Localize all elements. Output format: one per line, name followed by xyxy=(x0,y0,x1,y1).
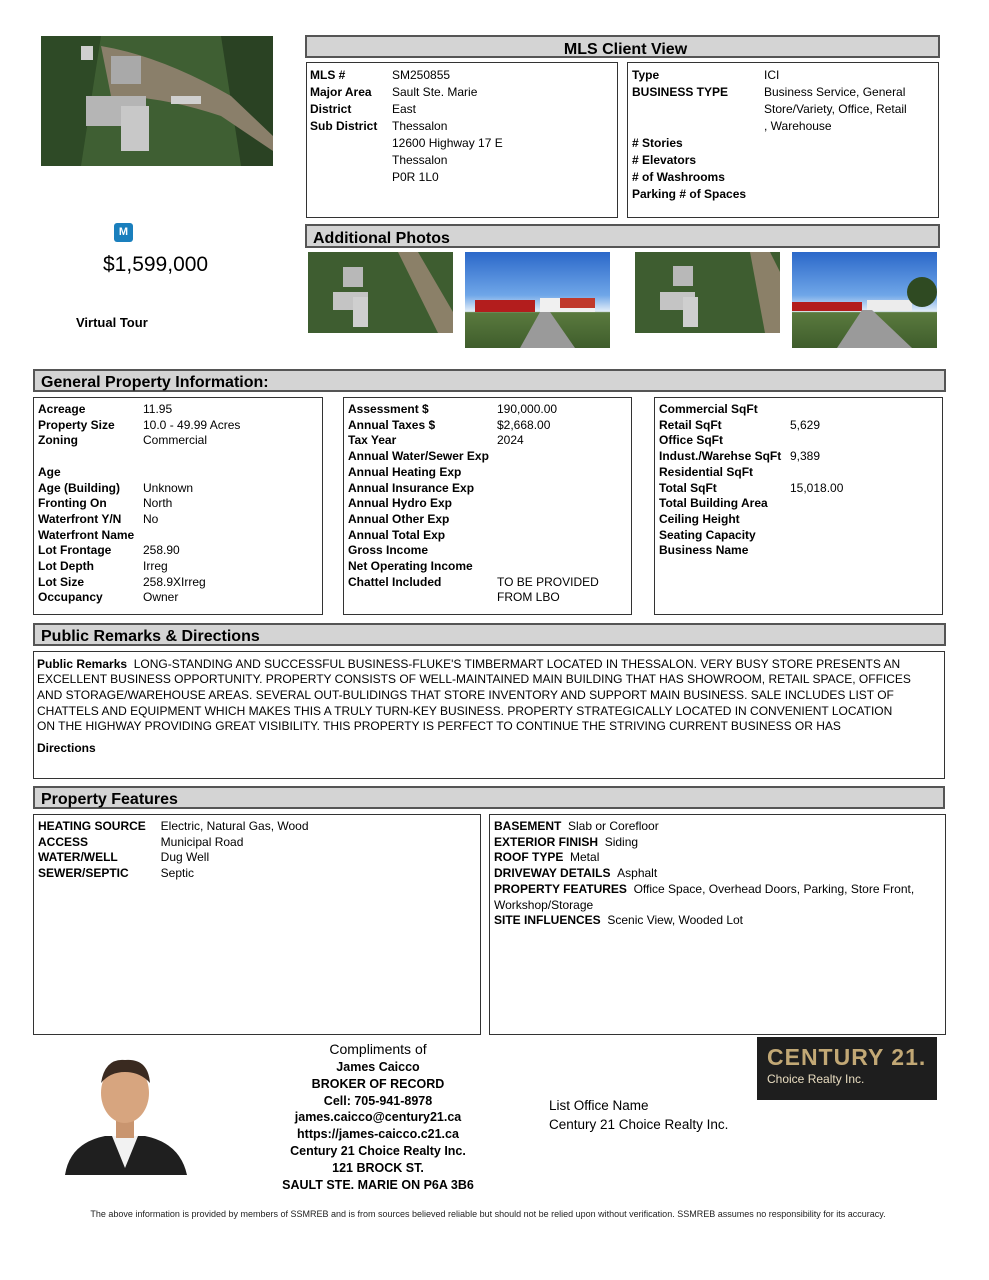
general-field-value: Commercial xyxy=(143,433,208,448)
listing-field-label: Sub District xyxy=(310,119,378,133)
expense-field-value: $2,668.00 xyxy=(497,417,551,432)
feature-left-row xyxy=(38,850,209,865)
sqft-field-label: Residential SqFt xyxy=(659,464,754,479)
feature-right-row xyxy=(494,850,599,865)
feature-right-label: SITE INFLUENCES xyxy=(494,913,601,928)
disclaimer-footer: The above information is provided by members of SSMREB and is from sources believed reliable but should not be relied upon without verification. SSMREB assumes no responsibility for its accuracy. xyxy=(90,1209,886,1219)
listing-field-value: Thessalon xyxy=(392,153,448,167)
general-col-2 xyxy=(343,397,632,615)
feature-left-label: HEATING SOURCE xyxy=(38,819,146,833)
additional-photos-title: Additional Photos xyxy=(313,230,450,247)
feature-right-label: PROPERTY FEATURES xyxy=(494,881,627,896)
feature-right-row xyxy=(494,866,657,881)
list-office-name: Century 21 Choice Realty Inc. xyxy=(549,1117,729,1132)
general-field-label: Occupancy xyxy=(38,590,103,605)
general-field-label: Age (Building) xyxy=(38,480,120,495)
listing-field-label: Major Area xyxy=(310,85,372,99)
agent-contact-line: James Caicco xyxy=(336,1060,420,1074)
list-office-label: List Office Name xyxy=(549,1098,649,1113)
general-col-3 xyxy=(654,397,943,615)
features-title: Property Features xyxy=(41,791,178,808)
listing-details-right xyxy=(627,62,939,218)
aerial-photo-graphic xyxy=(41,36,273,166)
feature-left-row xyxy=(38,819,309,834)
type-value: ICI xyxy=(764,68,780,82)
feature-left-label: WATER/WELL xyxy=(38,850,118,865)
sqft-field-label: Indust./Warehse SqFt xyxy=(659,449,782,464)
features-right-box xyxy=(489,814,946,1035)
general-field-label: Fronting On xyxy=(38,496,107,511)
feature-right-value: Slab or Corefloor xyxy=(568,819,659,833)
additional-photo-1[interactable] xyxy=(308,252,453,333)
feature-right-value: Siding xyxy=(604,834,639,849)
additional-photo-2[interactable] xyxy=(465,252,610,348)
listing-field-value: P0R 1L0 xyxy=(392,170,439,184)
listing-field-label: District xyxy=(310,102,352,116)
feature-left-label: SEWER/SEPTIC xyxy=(38,866,129,881)
remarks-title: Public Remarks & Directions xyxy=(41,628,260,645)
general-field-label: Lot Frontage xyxy=(38,543,112,558)
sqft-field-label: Retail SqFt xyxy=(659,417,722,432)
stories-label: # Stories xyxy=(632,136,683,150)
sqft-field-value: 5,629 xyxy=(790,417,821,432)
washrooms-label: # of Washrooms xyxy=(632,170,725,184)
type-label: Type xyxy=(632,68,660,82)
general-field-label: Waterfront Name xyxy=(38,527,135,542)
logo-sub: Choice Realty Inc. xyxy=(767,1072,865,1086)
general-field-value: 258.9XIrreg xyxy=(143,574,206,589)
sqft-field-label: Ceiling Height xyxy=(659,511,740,526)
features-header xyxy=(33,786,945,809)
feature-left-value: Septic xyxy=(160,866,195,881)
feature-right-row xyxy=(494,882,914,897)
general-field-label: Acreage xyxy=(38,402,86,416)
general-field-label: Lot Size xyxy=(38,574,85,589)
general-field-value: No xyxy=(143,511,159,526)
general-info-header xyxy=(33,369,946,392)
compliments-of: Compliments of xyxy=(329,1041,427,1057)
agent-contact-line: BROKER OF RECORD xyxy=(311,1076,445,1091)
main-property-photo[interactable] xyxy=(41,36,273,166)
sqft-field-label: Total SqFt xyxy=(659,480,717,495)
business-type-line-2: Store/Variety, Office, Retail xyxy=(764,102,907,116)
expense-field-label: Annual Total Exp xyxy=(348,527,446,542)
expense-field-label: Annual Taxes $ xyxy=(348,417,436,432)
expense-field-value: TO BE PROVIDED xyxy=(497,574,599,589)
additional-photo-4[interactable] xyxy=(792,252,937,348)
remarks-line-4: CHATTELS AND EQUIPMENT WHICH MAKES THIS A TRULY TURN-KEY BUSINESS. PROPERTY STRATEGICALLY LOCATED IN CONVENIENT LOCATION xyxy=(37,704,893,718)
agent-contact-line[interactable]: https://james-caicco.c21.ca xyxy=(297,1127,459,1142)
agent-contact-line: SAULT STE. MARIE ON P6A 3B6 xyxy=(282,1177,474,1192)
century21-logo xyxy=(757,1037,937,1100)
additional-photo-3[interactable] xyxy=(635,252,780,333)
feature-right-value: Office Space, Overhead Doors, Parking, Store Front, xyxy=(633,881,915,896)
sqft-field-label: Commercial SqFt xyxy=(659,402,758,416)
agent-contact-line: Cell: 705-941-8978 xyxy=(323,1093,433,1108)
agent-contact-line[interactable]: james.caicco@century21.ca xyxy=(294,1110,462,1125)
feature-right-row xyxy=(494,913,743,928)
mls-client-view-header xyxy=(305,35,940,58)
general-field-label: Age xyxy=(38,464,61,479)
sqft-field-label: Total Building Area xyxy=(659,496,768,511)
business-type-label: BUSINESS TYPE xyxy=(632,85,729,99)
feature-right-value: Workshop/Storage xyxy=(494,897,594,912)
general-field-value: North xyxy=(143,496,173,511)
feature-left-value: Electric, Natural Gas, Wood xyxy=(160,819,309,833)
expense-field-label: Annual Insurance Exp xyxy=(348,480,475,495)
feature-right-value: Scenic View, Wooded Lot xyxy=(607,913,744,928)
expense-field-label: Net Operating Income xyxy=(348,559,473,573)
feature-right-label: DRIVEWAY DETAILS xyxy=(494,866,611,881)
expense-field-label: Annual Other Exp xyxy=(348,511,450,526)
logo-brand: CENTURY 21. xyxy=(767,1044,927,1070)
feature-left-value: Dug Well xyxy=(160,850,210,865)
remarks-line-5: ON THE HIGHWAY PROVIDING GREAT VISIBILITY. THIS PROPERTY IS PERFECT TO CONTINUE THE STRIVING CURRENT BUSINESS OR HAS xyxy=(37,719,841,733)
agent-photo xyxy=(60,1048,190,1175)
business-type-line-1: Business Service, General xyxy=(764,85,906,99)
expense-field-value: 2024 xyxy=(497,433,524,448)
expense-field-value: FROM LBO xyxy=(497,590,560,605)
parking-label: Parking # of Spaces xyxy=(632,187,747,201)
feature-right-value: Asphalt xyxy=(617,866,658,881)
feature-right-row xyxy=(494,819,659,834)
expense-field-label: Chattel Included xyxy=(348,574,442,589)
feature-right-label: BASEMENT xyxy=(494,819,562,833)
feature-right-value: Metal xyxy=(570,850,600,865)
feature-left-value: Municipal Road xyxy=(160,834,244,849)
sqft-field-label: Seating Capacity xyxy=(659,527,756,542)
remarks-text-1: LONG-STANDING AND SUCCESSFUL BUSINESS-FLUKE'S TIMBERMART LOCATED IN THESSALON. VERY BUSY STORE PRESENTS AN xyxy=(133,657,901,671)
virtual-tour-link[interactable]: Virtual Tour xyxy=(76,315,148,330)
expense-field-label: Annual Water/Sewer Exp xyxy=(348,449,489,464)
feature-right-label: ROOF TYPE xyxy=(494,850,564,865)
agent-contact-line: 121 BROCK ST. xyxy=(332,1160,424,1175)
listing-price: $1,599,000 xyxy=(103,253,209,276)
listing-field-value: Thessalon xyxy=(392,119,448,133)
agent-contact-line: Century 21 Choice Realty Inc. xyxy=(290,1144,466,1158)
mls-badge xyxy=(114,223,133,242)
feature-right-label: EXTERIOR FINISH xyxy=(494,834,599,849)
sqft-field-value: 9,389 xyxy=(790,449,821,464)
expense-field-label: Tax Year xyxy=(348,433,397,448)
general-field-label: Lot Depth xyxy=(38,559,94,573)
expense-field-label: Annual Hydro Exp xyxy=(348,496,453,511)
remarks-line-2: EXCELLENT BUSINESS OPPORTUNITY. PROPERTY CONSISTS OF WELL-MAINTAINED MAIN BUILDING THAT HAS SHOWROOM, RETAIL SPACE, OFFICES xyxy=(37,672,911,686)
remarks-header xyxy=(33,623,946,646)
additional-photos-header xyxy=(305,224,940,248)
general-field-value: Unknown xyxy=(143,480,194,495)
listing-details-left xyxy=(306,62,618,218)
sqft-field-value: 15,018.00 xyxy=(790,480,844,495)
features-left-box xyxy=(33,814,481,1035)
elevators-label: # Elevators xyxy=(632,153,697,167)
mls-badge-letter: M xyxy=(118,226,129,238)
listing-field-label: MLS # xyxy=(310,68,346,82)
expense-field-label: Gross Income xyxy=(348,543,429,558)
feature-right-row xyxy=(494,898,593,913)
public-remarks-label: Public Remarks xyxy=(37,657,128,671)
general-field-label: Property Size xyxy=(38,417,115,432)
remarks-line-3: AND STORAGE/WAREHOUSE AREAS. SEVERAL OUT-BULIDINGS THAT STORE INVENTORY AND SUPPORT MAIN BUSINESS. SALE INCLUDES LIST OF xyxy=(37,688,894,702)
remarks-box xyxy=(33,651,945,779)
sqft-field-label: Office SqFt xyxy=(659,433,724,448)
listing-field-value: East xyxy=(392,102,417,116)
general-field-value: 258.90 xyxy=(143,543,180,558)
general-field-value: Irreg xyxy=(143,559,168,573)
expense-field-label: Annual Heating Exp xyxy=(348,464,462,479)
general-info-title: General Property Information: xyxy=(41,374,269,391)
feature-left-row xyxy=(38,835,243,850)
remarks-line-1 xyxy=(37,657,900,672)
expense-field-value: 190,000.00 xyxy=(497,402,558,416)
general-field-value: 10.0 - 49.99 Acres xyxy=(143,417,241,432)
general-field-label: Zoning xyxy=(38,433,78,448)
general-field-value: 11.95 xyxy=(143,402,173,416)
directions-label: Directions xyxy=(37,741,96,755)
listing-field-value: Sault Ste. Marie xyxy=(392,85,478,99)
general-field-value: Owner xyxy=(143,590,179,605)
sqft-field-label: Business Name xyxy=(659,543,749,558)
general-col-1 xyxy=(33,397,323,615)
business-type-line-3: , Warehouse xyxy=(764,119,832,133)
listing-field-value: SM250855 xyxy=(392,68,451,82)
feature-left-label: ACCESS xyxy=(38,834,89,849)
feature-left-row xyxy=(38,866,194,881)
expense-field-label: Assessment $ xyxy=(348,402,429,416)
mls-client-view-title: MLS Client View xyxy=(563,41,688,58)
listing-field-value: 12600 Highway 17 E xyxy=(392,136,503,150)
general-field-label: Waterfront Y/N xyxy=(38,511,122,526)
feature-right-row xyxy=(494,835,638,850)
